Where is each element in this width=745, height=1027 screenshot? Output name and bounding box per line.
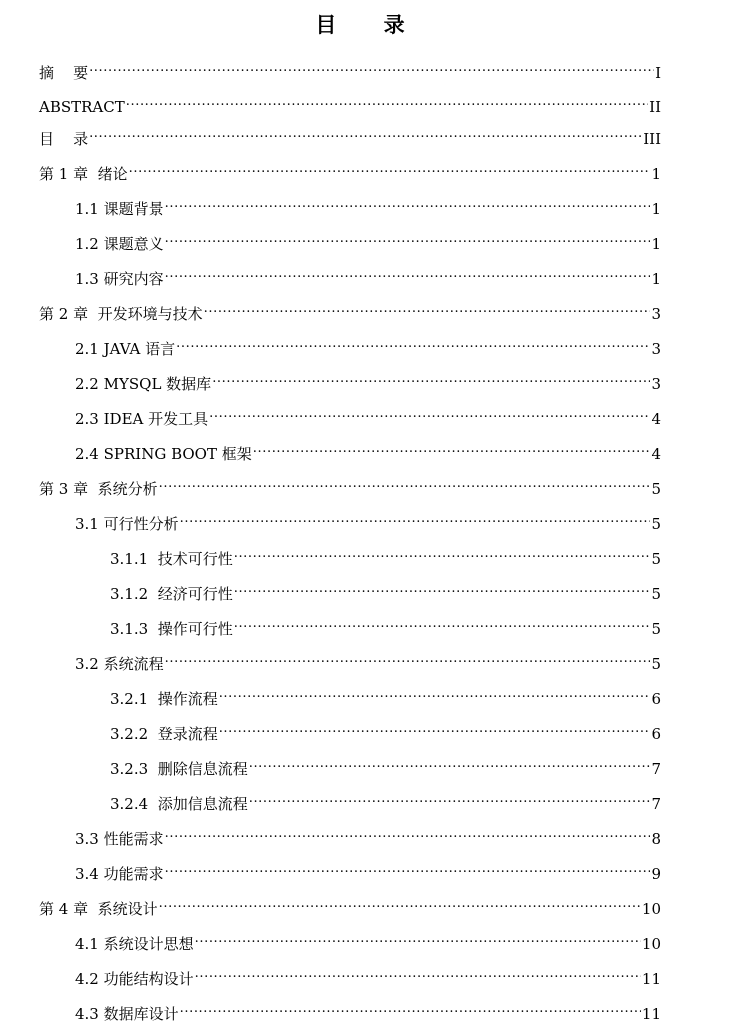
toc-entry-label: 第 1 章 绪论 [39,165,128,183]
toc-leader-dots [165,820,651,844]
toc-entry-3-4[interactable] [75,855,661,883]
toc-leader-dots [234,610,651,634]
toc-entry-page: III [643,130,661,148]
toc-leader-dots [165,260,651,284]
toc-entry-label: 4.1 系统设计思想 [75,935,194,953]
toc-leader-dots [165,225,651,249]
toc-entry-label: 3.1.1 技术可行性 [110,550,233,568]
toc-entry-page: 5 [651,655,661,673]
toc-entry-page: 8 [651,830,661,848]
toc-entry-page: 1 [651,270,661,288]
toc-entry-label: 2.3 IDEA 开发工具 [75,410,209,428]
toc-entry-label: 3.1.2 经济可行性 [110,585,233,603]
toc-entry-page: 6 [651,725,661,743]
toc-entry-label: 2.2 MYSQL 数据库 [75,375,212,393]
toc-entry-label: 3.2.3 删除信息流程 [110,760,248,778]
toc-leader-dots [249,785,651,809]
toc-entry-1-1[interactable] [75,190,661,218]
toc-entry-1-3[interactable] [75,260,661,288]
toc-entry-label: 3.3 性能需求 [75,830,164,848]
toc-leader-dots [180,505,651,529]
toc-entry-page: 3 [651,305,661,323]
toc-entry-label: 第 2 章 开发环境与技术 [39,305,203,323]
toc-entry-3-2-1[interactable] [110,680,661,708]
toc-title: 目 录 [315,12,425,37]
toc-entry-abstract-en[interactable] [39,88,661,116]
toc-entry-abstract-cn[interactable] [39,54,661,82]
toc-entry-3-1-2[interactable] [110,575,661,603]
toc-entry-label: 3.2.2 登录流程 [110,725,218,743]
toc-entry-page: 11 [641,1005,661,1023]
toc-entry-page: 9 [651,865,661,883]
toc-leader-dots [180,995,641,1019]
toc-entry-page: 5 [651,585,661,603]
toc-entry-label: 1.3 研究内容 [75,270,164,288]
toc-entry-label: ABSTRACT [39,98,125,116]
toc-leader-dots [195,960,641,984]
toc-entry-3-3[interactable] [75,820,661,848]
toc-entry-3-2-2[interactable] [110,715,661,743]
toc-leader-dots [129,155,651,179]
toc-entry-3-1-1[interactable] [110,540,661,568]
toc-entry-page: 4 [651,410,661,428]
toc-leader-dots [159,470,651,494]
toc-entry-1-2[interactable] [75,225,661,253]
toc-entry-4-1[interactable] [75,925,661,953]
toc-entry-4-3[interactable] [75,995,661,1023]
toc-entry-label: 4.3 数据库设计 [75,1005,179,1023]
toc-entry-page: 3 [651,340,661,358]
toc-entry-page: 10 [641,900,661,918]
toc-entry-page: 1 [651,200,661,218]
toc-entry-label: 第 4 章 系统设计 [39,900,158,918]
toc-leader-dots [89,120,642,144]
toc-entry-page: 5 [651,480,661,498]
toc-leader-dots [176,330,650,354]
toc-leader-dots [159,890,641,914]
toc-entry-2-2[interactable] [75,365,661,393]
toc-entry-label: 3.2 系统流程 [75,655,164,673]
toc-entry-4-2[interactable] [75,960,661,988]
toc-entry-label: 第 3 章 系统分析 [39,480,158,498]
toc-entry-page: 1 [651,165,661,183]
toc-entry-label: 1.1 课题背景 [75,200,164,218]
toc-leader-dots [212,365,650,389]
toc-entry-2-1[interactable] [75,330,661,358]
toc-entry-label: 3.2.4 添加信息流程 [110,795,248,813]
toc-entry-chapter-3[interactable] [39,470,661,498]
toc-leader-dots [204,295,651,319]
toc-entry-label: 3.4 功能需求 [75,865,164,883]
toc-leader-dots [219,680,651,704]
toc-leader-dots [219,715,651,739]
toc-leader-dots [249,750,651,774]
toc-entry-page: 4 [651,445,661,463]
toc-entry-contents[interactable] [39,120,661,148]
toc-entry-3-2-4[interactable] [110,785,661,813]
toc-entry-chapter-4[interactable] [39,890,661,918]
toc-leader-dots [89,54,654,78]
toc-entry-2-4[interactable] [75,435,661,463]
toc-entry-label: 4.2 功能结构设计 [75,970,194,988]
toc-entry-page: 5 [651,550,661,568]
toc-entry-2-3[interactable] [75,400,661,428]
toc-leader-dots [165,645,651,669]
toc-entry-chapter-1[interactable] [39,155,661,183]
toc-entry-label: 摘 要 [39,64,89,82]
toc-leader-dots [165,855,651,879]
toc-entry-page: 11 [641,970,661,988]
toc-entry-page: 7 [651,795,661,813]
toc-entry-3-2[interactable] [75,645,661,673]
toc-entry-3-1-3[interactable] [110,610,661,638]
toc-entry-page: II [649,98,661,116]
toc-entry-page: 6 [651,690,661,708]
toc-entry-page: I [655,64,661,82]
toc-entry-page: 5 [651,515,661,533]
toc-leader-dots [253,435,651,459]
toc-entry-label: 2.4 SPRING BOOT 框架 [75,445,252,463]
toc-entry-chapter-2[interactable] [39,295,661,323]
toc-entry-label: 3.2.1 操作流程 [110,690,218,708]
toc-entry-3-1[interactable] [75,505,661,533]
toc-leader-dots [234,540,651,564]
toc-leader-dots [234,575,651,599]
toc-entry-label: 目 录 [39,130,89,148]
toc-leader-dots [209,400,650,424]
toc-entry-page: 3 [651,375,661,393]
toc-leader-dots [126,88,648,112]
toc-entry-label: 2.1 JAVA 语言 [75,340,176,358]
toc-entry-label: 3.1.3 操作可行性 [110,620,233,638]
toc-leader-dots [195,925,641,949]
toc-entry-3-2-3[interactable] [110,750,661,778]
toc-entry-page: 5 [651,620,661,638]
toc-entry-page: 7 [651,760,661,778]
toc-entry-label: 1.2 课题意义 [75,235,164,253]
toc-leader-dots [165,190,651,214]
toc-entry-label: 3.1 可行性分析 [75,515,179,533]
toc-entry-page: 1 [651,235,661,253]
toc-entry-page: 10 [641,935,661,953]
